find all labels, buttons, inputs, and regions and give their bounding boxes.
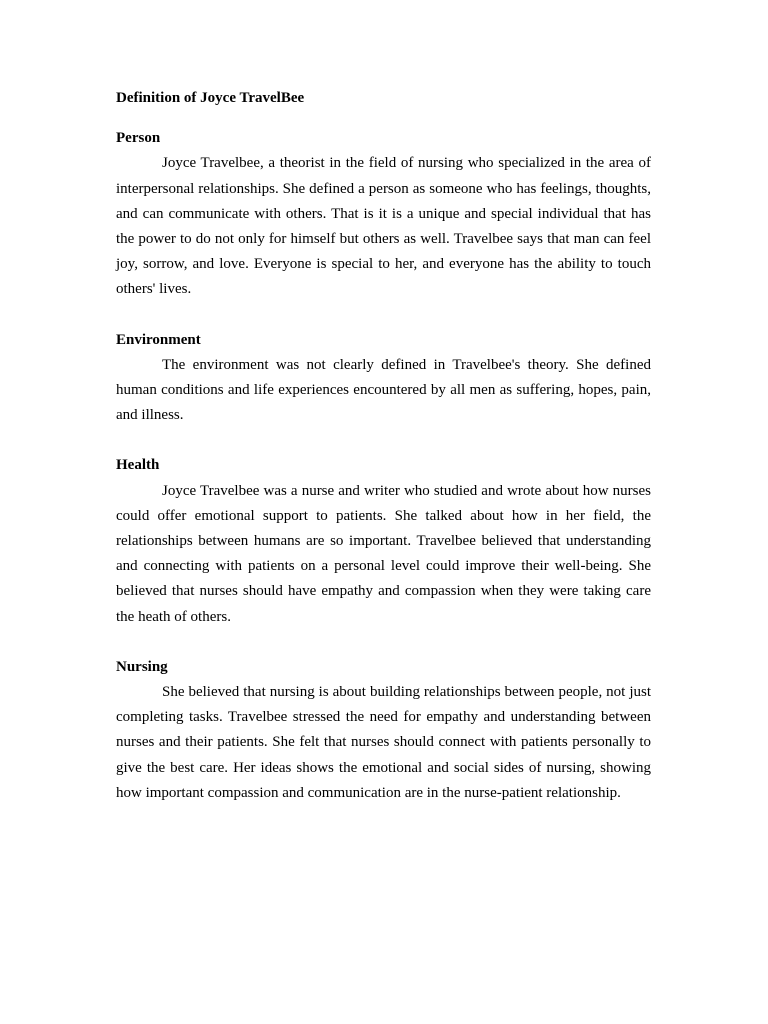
section-nursing: [116, 655, 651, 806]
section-heading-health: Health: [116, 457, 160, 474]
section-heading-person: Person: [116, 130, 161, 147]
section-heading-environment: Environment: [116, 331, 201, 348]
section-body-nursing: She believed that nursing is about building relationships between people, not just completing tasks. Travelbee stressed the need for empathy and understanding between nurses and their patients. She felt that nurses should connect with patients personally to give the best care. Her ideas shows the emotional and social sides of nursing, showing how important compassion and communication are in the nurse-patient relationship.: [116, 684, 651, 801]
section-body-environment: The environment was not clearly defined in Travelbee's theory. She defined human conditions and life experiences encountered by all men as suffering, hopes, pain, and illness.: [116, 356, 651, 424]
document-title: Definition of Joyce TravelBee: [116, 90, 305, 106]
section-health: [116, 453, 651, 629]
document-content: [116, 86, 651, 831]
section-body-person: Joyce Travelbee, a theorist in the field of nursing who specialized in the area of interpersonal relationships. She defined a person as someone who has feelings, thoughts, and can communicate with others. That is it is a unique and special individual that has the power to do not only for himself but others as well. Travelbee says that man can feel joy, sorrow, and love. Everyone is special to her, and everyone has the ability to touch others' lives.: [116, 155, 651, 298]
section-person: [116, 126, 651, 302]
section-heading-nursing: Nursing: [116, 658, 168, 675]
section-environment: [116, 328, 651, 429]
section-body-health: Joyce Travelbee was a nurse and writer who studied and wrote about how nurses could offer emotional support to patients. She talked about how in her field, the relationships between humans are so important. Travelbee believed that understanding and connecting with patients on a personal level could improve their well-being. She believed that nurses should have empathy and compassion when they were taking care the heath of others.: [116, 482, 651, 625]
